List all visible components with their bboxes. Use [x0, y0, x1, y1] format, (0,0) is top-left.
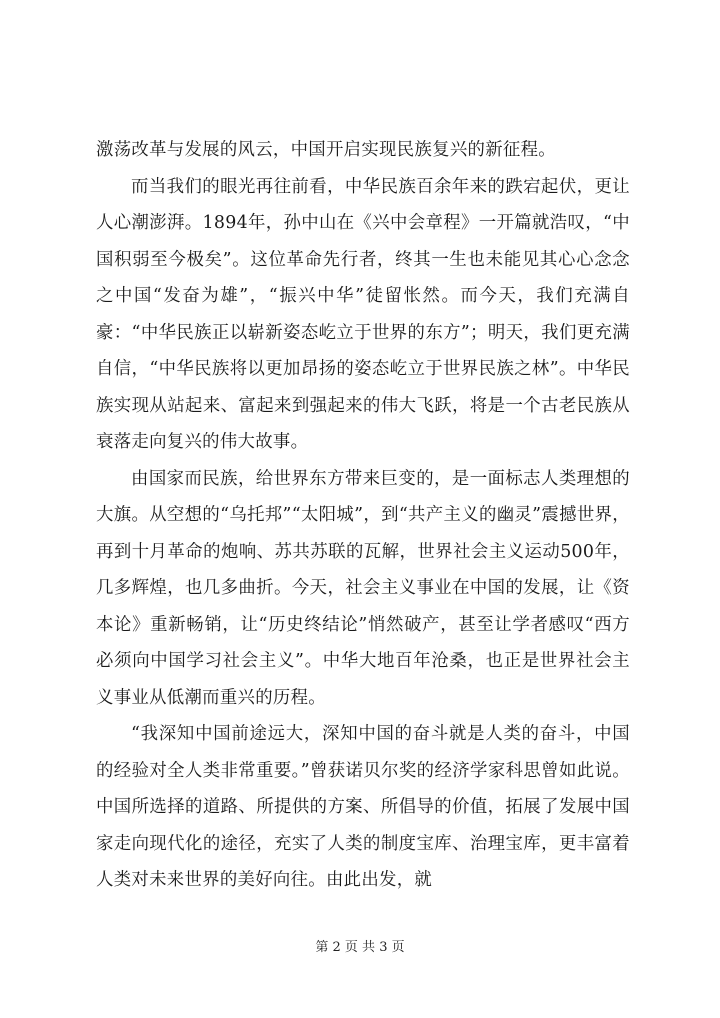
paragraph-history: 而当我们的眼光再往前看，中华民族百余年来的跌宕起伏，更让人心潮澎湃。1894年，孙中山在《兴中会章程》一开篇就浩叹，“中国积弱至今极矣”。这位革命先行者，终其一生也未能见其心心念念之中国“发奋为雄”，“振兴中华”徒留怅然。而今天，我们充满自豪：“中华民族正以崭新姿态屹立于世界的东方”；明天，我们更充满自信，“中华民族将以更加昂扬的姿态屹立于世界民族之林”。中华民族实现从站起来、富起来到强起来的伟大飞跃，将是一个古老民族从衰落走向复兴的伟大故事。 [96, 176, 630, 452]
paragraph-socialism: 由国家而民族，给世界东方带来巨变的，是一面标志人类理想的大旗。从空想的“乌托邦”“太阳城”，到“共产主义的幽灵”震撼世界，再到十月革命的炮响、苏共苏联的瓦解，世界社会主义运动500年，几多辉煌，也几多曲折。今天，社会主义事业在中国的发展，让《资本论》重新畅销，让“历史终结论”悄然破产，甚至让学者感叹“西方必须向中国学习社会主义”。中华大地百年沧桑，也正是世界社会主义事业从低潮而重兴的历程。 [96, 468, 630, 708]
paragraph-quote: “我深知中国前途远大，深知中国的奋斗就是人类的奋斗，中国的经验对全人类非常重要。”曾获诺贝尔奖的经济学家科思曾如此说。中国所选择的道路、所提供的方案、所倡导的价值，拓展了发展中国家走向现代化的途径，充实了人类的制度宝库、治理宝库，更丰富着人类对未来世界的美好向往。由此出发，就 [96, 724, 630, 890]
body-text [96, 132, 630, 899]
paragraph-continuation: 激荡改革与发展的风云，中国开启实现民族复兴的新征程。 [96, 140, 556, 160]
page-number: 第 2 页 共 3 页 [315, 940, 405, 955]
